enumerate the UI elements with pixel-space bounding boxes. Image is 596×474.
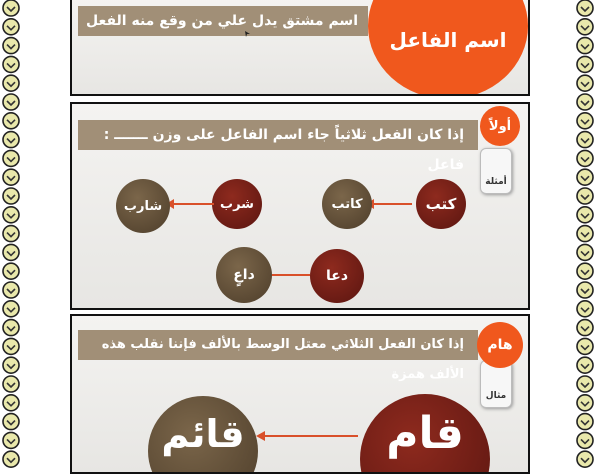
verb-circle — [416, 179, 466, 229]
participle-text: داعٍ — [233, 267, 255, 283]
chain-link-icon — [3, 38, 19, 54]
chain-link-icon — [3, 75, 19, 91]
chain-link-icon — [577, 56, 593, 72]
left-chain-border — [0, 0, 22, 470]
participle-circle — [322, 179, 372, 229]
arrow-icon — [256, 430, 360, 442]
chain-link-icon — [3, 376, 19, 392]
chain-link-icon — [577, 207, 593, 223]
important-rule-band — [78, 330, 478, 382]
chain-link-icon — [577, 226, 593, 242]
chain-link-icon — [577, 301, 593, 317]
examples-tab-label: أمثلة — [485, 177, 507, 187]
important-rule-text: إذا كان الفعل الثلاثي معتل الوسط بالألف فإننا نقلب هذه الألف همزة — [101, 337, 464, 382]
verb-circle-large — [360, 394, 490, 474]
chain-link-icon — [3, 0, 19, 16]
chain-link-icon — [3, 94, 19, 110]
chain-link-icon — [3, 150, 19, 166]
chain-link-icon — [577, 244, 593, 260]
mouse-cursor-icon — [245, 31, 250, 37]
important-badge-text: هام — [487, 337, 513, 353]
verb-text-large: قام — [386, 408, 464, 459]
chain-link-icon — [3, 451, 19, 467]
chain-link-icon — [577, 432, 593, 448]
chain-link-icon — [3, 338, 19, 354]
chain-link-icon — [3, 113, 19, 129]
verb-text: شرب — [220, 196, 254, 212]
chain-link-icon — [3, 282, 19, 298]
chain-link-icon — [3, 132, 19, 148]
chain-link-icon — [3, 301, 19, 317]
rule-number-badge — [480, 106, 520, 146]
slide-rule-one — [70, 102, 530, 310]
chain-link-icon — [577, 113, 593, 129]
chain-link-icon — [577, 338, 593, 354]
examples-tab[interactable] — [480, 148, 512, 194]
chain-link-icon — [3, 56, 19, 72]
rule-text: إذا كان الفعل ثلاثياً جاء اسم الفاعل على وزن ـــــــ : فاعل — [103, 127, 464, 173]
chain-link-icon — [577, 94, 593, 110]
chain-link-icon — [3, 244, 19, 260]
slide-definition — [70, 0, 530, 96]
definition-text: اسم مشتق يدل علي من وقع منه الفعل — [86, 13, 358, 29]
chain-link-icon — [577, 320, 593, 336]
verb-circle — [212, 179, 262, 229]
chain-link-icon — [3, 169, 19, 185]
chain-link-icon — [3, 226, 19, 242]
rule-number-text: أولاً — [488, 118, 512, 134]
participle-text: كاتب — [331, 196, 363, 212]
chain-link-icon — [3, 188, 19, 204]
chain-link-icon — [577, 414, 593, 430]
chain-link-icon — [577, 150, 593, 166]
title-badge-text: اسم الفاعل — [389, 28, 507, 52]
chain-link-icon — [577, 132, 593, 148]
arrow-icon — [166, 198, 216, 210]
chain-link-icon — [577, 19, 593, 35]
participle-circle — [216, 247, 272, 303]
chain-link-icon — [577, 395, 593, 411]
arrow-icon — [366, 198, 414, 210]
definition-band — [78, 6, 368, 36]
important-badge — [477, 322, 523, 368]
chain-link-icon — [577, 75, 593, 91]
chain-link-icon — [577, 282, 593, 298]
chain-link-icon — [577, 357, 593, 373]
title-badge — [368, 0, 528, 96]
chain-link-icon — [3, 320, 19, 336]
chain-link-icon — [3, 414, 19, 430]
chain-link-icon — [577, 376, 593, 392]
example-tab-label: مثال — [485, 391, 507, 401]
chain-link-icon — [3, 432, 19, 448]
right-chain-border — [574, 0, 596, 470]
chain-link-icon — [577, 38, 593, 54]
chain-link-icon — [577, 169, 593, 185]
chain-link-icon — [577, 263, 593, 279]
verb-text: كتب — [425, 195, 457, 213]
participle-text: شارب — [123, 198, 163, 214]
rule-band — [78, 120, 478, 173]
verb-text: دعا — [326, 268, 349, 284]
slide-important-rule — [70, 314, 530, 474]
verb-circle — [310, 249, 364, 303]
chain-link-icon — [3, 395, 19, 411]
chain-link-icon — [3, 207, 19, 223]
chain-link-icon — [3, 357, 19, 373]
chain-link-icon — [3, 19, 19, 35]
chain-link-icon — [577, 188, 593, 204]
chain-link-icon — [577, 0, 593, 16]
chain-link-icon — [577, 451, 593, 467]
participle-text-large: قائم — [161, 412, 245, 456]
participle-circle — [116, 179, 170, 233]
chain-link-icon — [3, 263, 19, 279]
participle-circle-large — [148, 396, 258, 474]
